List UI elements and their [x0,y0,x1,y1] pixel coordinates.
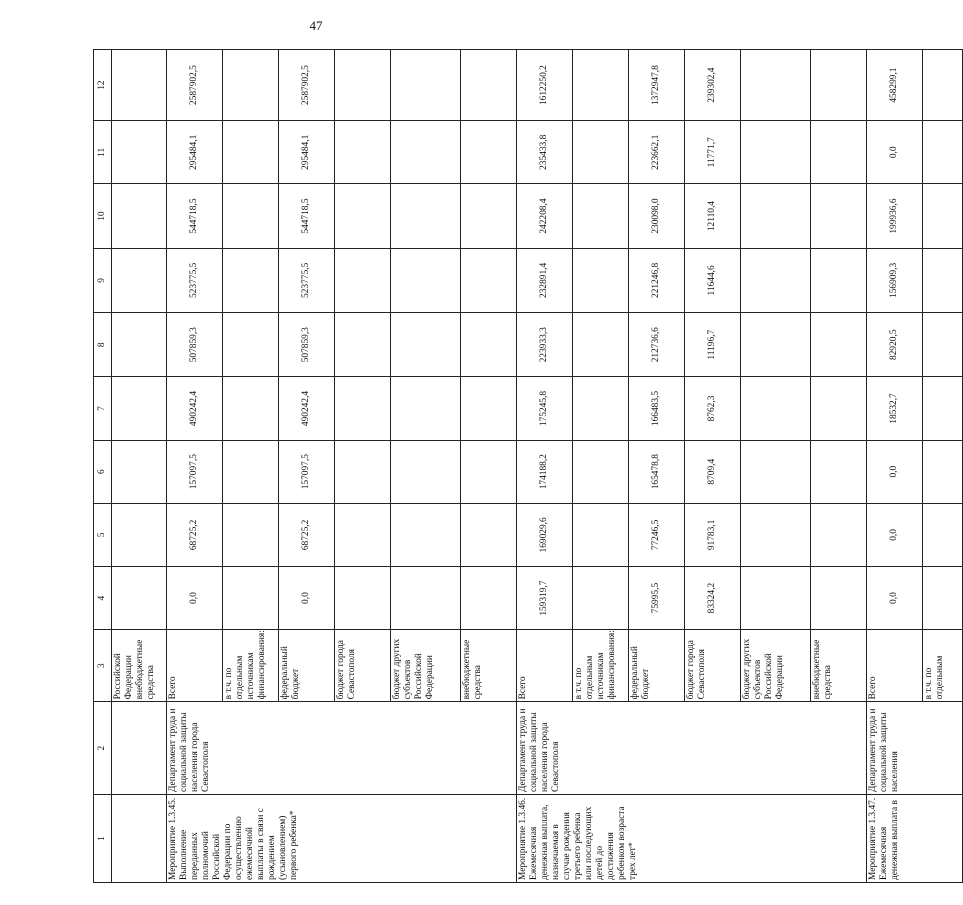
value-cell [741,503,811,566]
value-cell [223,377,279,440]
value-cell: 458299,1 [867,50,923,121]
table-row [167,50,223,883]
value-cell [391,184,461,248]
header-cell: 5 [94,503,112,566]
value-cell: 75995,5 [629,566,685,629]
value-cell [335,184,391,248]
header-cell: 2 [94,702,112,795]
value-cell [811,377,867,440]
value-cell [335,503,391,566]
value-cell [223,248,279,312]
measure-executor: Департамент труда и социальной защиты населения [867,702,963,795]
funding-source: федеральный бюджет [629,630,685,702]
value-cell [461,121,517,184]
value-cell [811,184,867,248]
value-cell: 18532,7 [867,377,923,440]
funding-source: внебюджетные средства [811,630,867,702]
value-cell: 8709,4 [685,440,741,503]
value-cell [391,377,461,440]
value-cell [112,503,167,566]
table-row [867,50,923,883]
value-cell: 2587902,5 [167,50,223,121]
value-cell: 212736,6 [629,313,685,377]
value-cell [461,440,517,503]
value-cell: 83324,2 [685,566,741,629]
header-cell: 3 [94,630,112,702]
value-cell [461,248,517,312]
value-cell [573,248,629,312]
header-cell: 6 [94,440,112,503]
value-cell [811,440,867,503]
value-cell [811,566,867,629]
value-cell [741,248,811,312]
funding-source: в т.ч. по отдельным источникам финансирования: [223,630,279,702]
value-cell [335,121,391,184]
value-cell [573,440,629,503]
value-cell [391,503,461,566]
value-cell [811,50,867,121]
measure-executor: Департамент труда и социальной защиты населения города Севастополя [167,702,517,795]
value-cell: 68725,2 [279,503,335,566]
value-cell: 68725,2 [167,503,223,566]
value-cell: 1612250,2 [517,50,573,121]
measure-executor: Департамент труда и социальной защиты населения города Севастополя [517,702,867,795]
value-cell: 2587902,5 [279,50,335,121]
header-cell: 1 [94,794,112,882]
value-cell: 544718,5 [167,184,223,248]
value-cell [112,248,167,312]
value-cell [923,503,963,566]
value-cell [923,50,963,121]
measure-title: Мероприятие 1.3.45. Выполнение переданных полномочий Российской Федерации по осуществлению ежемесячной выплаты в связи с рождением (усыновлением) первого ребенка* [167,794,517,882]
value-cell: 221246,8 [629,248,685,312]
value-cell [335,440,391,503]
value-cell [335,313,391,377]
value-cell: 0,0 [867,566,923,629]
value-cell [923,248,963,312]
value-cell [223,184,279,248]
value-cell [461,566,517,629]
value-cell [391,313,461,377]
value-cell: 0,0 [867,440,923,503]
value-cell: 157097,5 [167,440,223,503]
value-cell: 82920,5 [867,313,923,377]
value-cell: 223662,1 [629,121,685,184]
value-cell: 0,0 [867,121,923,184]
value-cell: 12110,4 [685,184,741,248]
funding-source: федеральный бюджет [279,630,335,702]
value-cell: 156909,3 [867,248,923,312]
measure-title: Мероприятие 1.3.46. Ежемесячная денежная выплата, назначаемая в случае рождения третьего ребенка или последующих детей до достижения ребенком возраста трех лет* [517,794,867,882]
value-cell [391,121,461,184]
value-cell: 11644,6 [685,248,741,312]
continuation-row [112,50,167,883]
value-cell: 544718,5 [279,184,335,248]
value-cell [461,313,517,377]
value-cell [923,313,963,377]
value-cell [335,248,391,312]
value-cell: 239302,4 [685,50,741,121]
value-cell [335,377,391,440]
value-cell [741,313,811,377]
value-cell [741,566,811,629]
value-cell [573,313,629,377]
value-cell [811,248,867,312]
value-cell [573,121,629,184]
value-cell: 159319,7 [517,566,573,629]
value-cell [811,503,867,566]
value-cell: 165478,8 [629,440,685,503]
value-cell: 490242,4 [167,377,223,440]
funding-source: Всего [867,630,923,702]
header-cell: 7 [94,377,112,440]
header-cell: 8 [94,313,112,377]
value-cell [923,121,963,184]
value-cell [573,377,629,440]
header-cell: 11 [94,121,112,184]
funding-source: бюджет других субъектов Российской Федерации [391,630,461,702]
value-cell: 235433,8 [517,121,573,184]
funding-source: Всего [167,630,223,702]
value-cell: 507859,3 [167,313,223,377]
value-cell: 230098,0 [629,184,685,248]
value-cell [223,566,279,629]
value-cell: 232891,4 [517,248,573,312]
value-cell: 295484,1 [167,121,223,184]
rotated-budget-table [93,49,945,883]
value-cell: 1372947,8 [629,50,685,121]
value-cell [461,50,517,121]
value-cell [112,566,167,629]
value-cell [223,440,279,503]
header-row [94,50,112,883]
value-cell: 166483,5 [629,377,685,440]
value-cell [741,121,811,184]
budget-table [93,49,963,883]
table-row [517,50,573,883]
value-cell: 0,0 [867,503,923,566]
value-cell: 91783,1 [685,503,741,566]
funding-source: Всего [517,630,573,702]
value-cell: 175245,8 [517,377,573,440]
funding-source: Российской Федерации внебюджетные средства [112,630,167,702]
funding-source: бюджет других субъектов Российской Федерации [741,630,811,702]
value-cell: 295484,1 [279,121,335,184]
value-cell [223,121,279,184]
value-cell [391,440,461,503]
value-cell [112,313,167,377]
value-cell: 157097,5 [279,440,335,503]
value-cell [335,50,391,121]
value-cell: 507859,3 [279,313,335,377]
value-cell: 0,0 [279,566,335,629]
value-cell [112,50,167,121]
value-cell: 523775,5 [279,248,335,312]
value-cell [741,50,811,121]
value-cell [923,566,963,629]
value-cell: 0,0 [167,566,223,629]
funding-source: внебюджетные средства [461,630,517,702]
empty-cell [112,794,167,882]
header-cell: 9 [94,248,112,312]
value-cell [573,503,629,566]
page-number: 47 [309,18,323,33]
value-cell [741,440,811,503]
value-cell [112,440,167,503]
value-cell [223,50,279,121]
value-cell [112,377,167,440]
value-cell [811,121,867,184]
value-cell: 8762,3 [685,377,741,440]
value-cell: 223933,3 [517,313,573,377]
value-cell [741,377,811,440]
value-cell: 174188,2 [517,440,573,503]
value-cell: 523775,5 [167,248,223,312]
value-cell [573,566,629,629]
measure-title: Мероприятие 1.3.47. Ежемесячная денежная выплата в [867,794,963,882]
funding-source: в т.ч. по отдельным источникам финансирования: [573,630,629,702]
value-cell [461,503,517,566]
empty-cell [112,702,167,795]
value-cell [923,377,963,440]
header-cell: 10 [94,184,112,248]
value-cell [223,313,279,377]
header-cell: 12 [94,50,112,121]
value-cell [573,184,629,248]
value-cell: 199936,6 [867,184,923,248]
value-cell: 490242,4 [279,377,335,440]
value-cell: 11771,7 [685,121,741,184]
value-cell [811,313,867,377]
value-cell [391,248,461,312]
value-cell [573,50,629,121]
value-cell [923,184,963,248]
value-cell [391,50,461,121]
value-cell [335,566,391,629]
funding-source: бюджет города Севастополя [335,630,391,702]
value-cell [741,184,811,248]
value-cell: 169029,6 [517,503,573,566]
value-cell: 242208,4 [517,184,573,248]
value-cell [112,121,167,184]
value-cell [461,377,517,440]
header-cell: 4 [94,566,112,629]
funding-source: бюджет города Севастополя [685,630,741,702]
value-cell: 11196,7 [685,313,741,377]
value-cell [223,503,279,566]
value-cell [461,184,517,248]
value-cell: 77246,5 [629,503,685,566]
value-cell [391,566,461,629]
value-cell [112,184,167,248]
value-cell [923,440,963,503]
funding-source: в т.ч. по отдельным [923,630,963,702]
